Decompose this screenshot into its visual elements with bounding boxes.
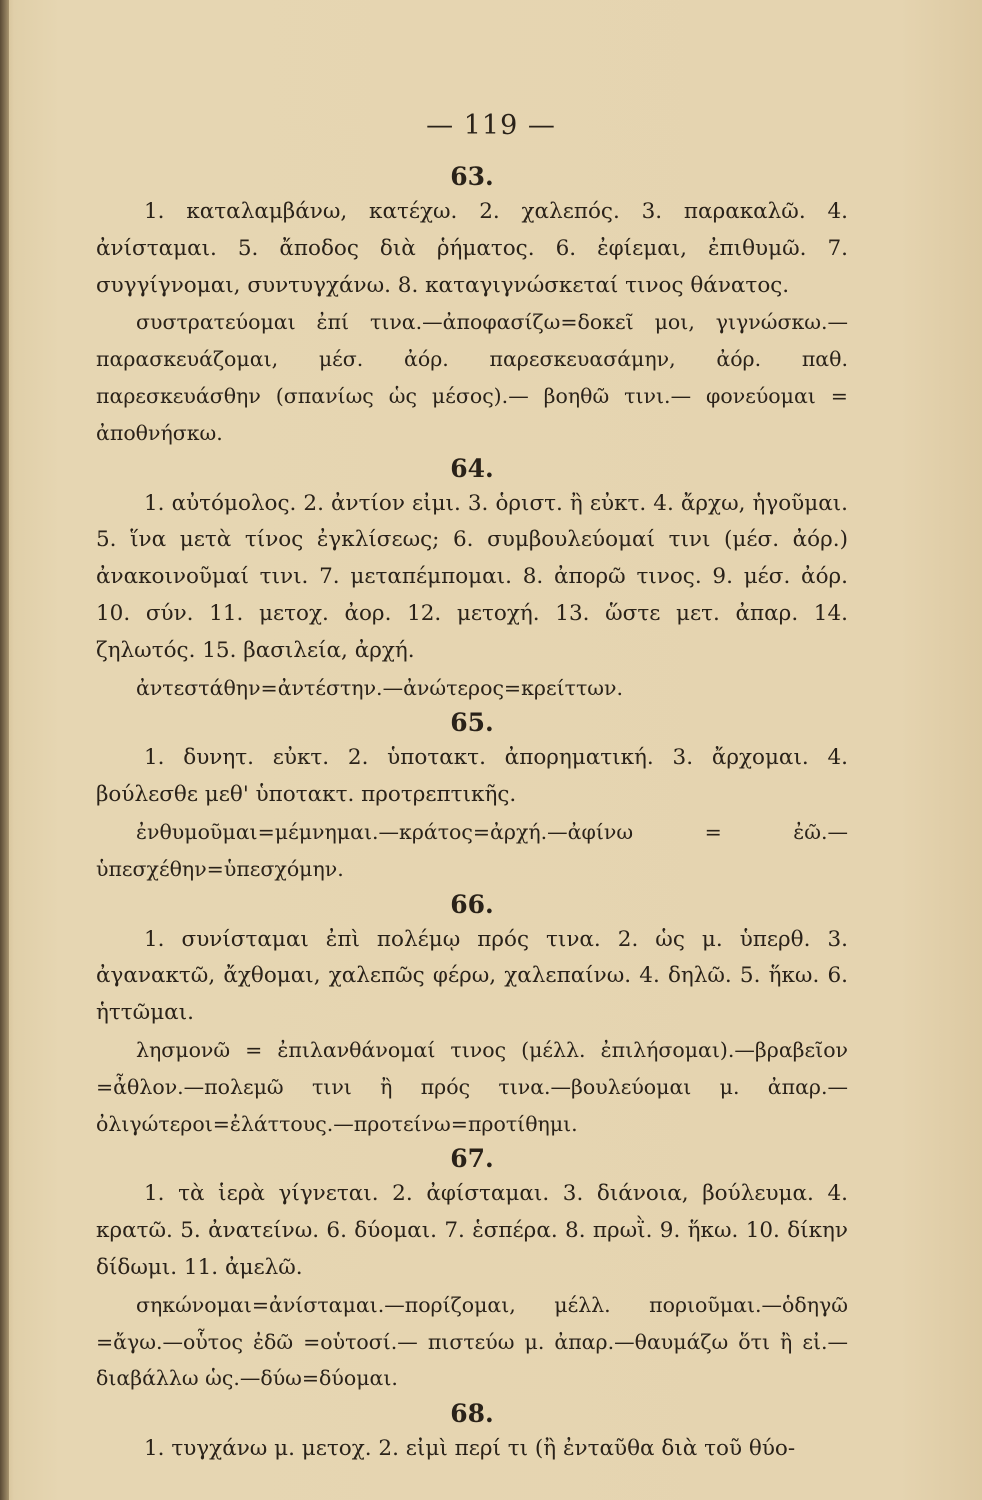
section-67	[96, 1142, 848, 1397]
section-65	[96, 706, 848, 887]
section-heading: 64.	[450, 453, 494, 483]
notes-paragraph: λησμονῶ = ἐπιλανθάνομαί τινος (μέλλ. ἐπιλήσομαι).—βραβεῖον =ἆθλον.—πολεμῶ τινι ἢ πρός τινα.—βουλεύομαι μ. ἀπαρ.—ὀλιγώτεροι=ἐλάττους.—προτείνω=προτίθημι.	[96, 1037, 848, 1136]
answers-paragraph: 1. τὰ ἱερὰ γίγνεται. 2. ἀφίσταμαι. 3. διάνοια, βούλευμα. 4. κρατῶ. 5. ἀνατείνω. 6. δύομαι. 7. ἑσπέρα. 8. πρωῒ. 9. ἥκω. 10. δίκην δίδωμι. 11. ἀμελῶ.	[96, 1181, 848, 1280]
answers-paragraph: 1. δυνητ. εὐκτ. 2. ὑποτακτ. ἀπορηματική. 3. ἄρχομαι. 4. βούλεσθε μεθ' ὑποτακτ. προτρεπτικῆς.	[96, 745, 848, 808]
section-heading: 67.	[450, 1144, 494, 1174]
section-heading: 63.	[450, 162, 494, 191]
section-68	[96, 1397, 848, 1468]
answers-paragraph: 1. τυγχάνω μ. μετοχ. 2. εἰμὶ περί τι (ἢ ἐνταῦθα διὰ τοῦ θύο-	[144, 1436, 796, 1462]
notes-paragraph: ἀντεστάθην=ἀντέστην.—ἀνώτερος=κρείττων.	[136, 675, 624, 700]
answers-paragraph: 1. καταλαμβάνω, κατέχω. 2. χαλεπός. 3. παρακαλῶ. 4. ἀνίσταμαι. 5. ἄποδος διὰ ῥήματος. 6. ἐφίεμαι, ἐπιθυμῶ. 7. συγγίγνομαι, συντυγχάνω. 8. καταγιγνώσκεταί τινος θάνατος.	[96, 199, 848, 298]
binding-edge	[0, 0, 9, 1500]
answers-paragraph: 1. συνίσταμαι ἐπὶ πολέμῳ πρός τινα. 2. ὡς μ. ὑπερθ. 3. ἀγανακτῶ, ἄχθομαι, χαλεπῶς φέρω, χαλεπαίνω. 4. δηλῶ. 5. ἥκω. 6. ἡττῶμαι.	[96, 926, 848, 1026]
page-content	[96, 160, 848, 1468]
section-64	[96, 452, 848, 707]
section-heading: 65.	[450, 708, 494, 738]
section-heading: 68.	[450, 1399, 494, 1429]
notes-paragraph: ἐνθυμοῦμαι=μέμνημαι.—κράτος=ἀρχή.—ἀφίνω = ἐῶ.—ὑπεσχέθην=ὑπεσχόμην.	[96, 819, 848, 881]
notes-paragraph: συστρατεύομαι ἐπί τινα.—ἀποφασίζω=δοκεῖ μοι, γιγνώσκω.—παρασκευάζομαι, μέσ. ἀόρ. παρεσκευασάμην, ἀόρ. παθ. παρεσκευάσθην (σπανίως ὡς μέσος).— βοηθῶ τινι.— φονεύομαι = ἀποθνήσκω.	[96, 310, 848, 445]
page-number: — 119 —	[426, 110, 556, 141]
answers-paragraph: 1. αὐτόμολος. 2. ἀντίον εἰμι. 3. ὁριστ. ἢ εὐκτ. 4. ἄρχω, ἡγοῦμαι. 5. ἵνα μετὰ τίνος ἐγκλίσεως; 6. συμβουλεύομαί τινι (μέσ. ἀόρ.) ἀνακοινοῦμαί τινι. 7. μεταπέμπομαι. 8. ἀπορῶ τινος. 9. μέσ. ἀόρ. 10. σύν. 11. μετοχ. ἀορ. 12. μετοχή. 13. ὥστε μετ. ἀπαρ. 14. ζηλωτός. 15. βασιλεία, ἀρχή.	[96, 490, 848, 663]
section-63	[96, 160, 848, 452]
section-heading: 66.	[450, 889, 494, 919]
section-66	[96, 888, 848, 1143]
notes-paragraph: σηκώνομαι=ἀνίσταμαι.—πορίζομαι, μέλλ. ποριοῦμαι.—ὁδηγῶ =ἄγω.—οὗτος ἐδῶ =οὑτοσί.— πιστεύω μ. ἀπαρ.—θαυμάζω ὅτι ἢ εἰ.—διαβάλλω ὡς.—δύω=δύομαι.	[96, 1292, 848, 1391]
